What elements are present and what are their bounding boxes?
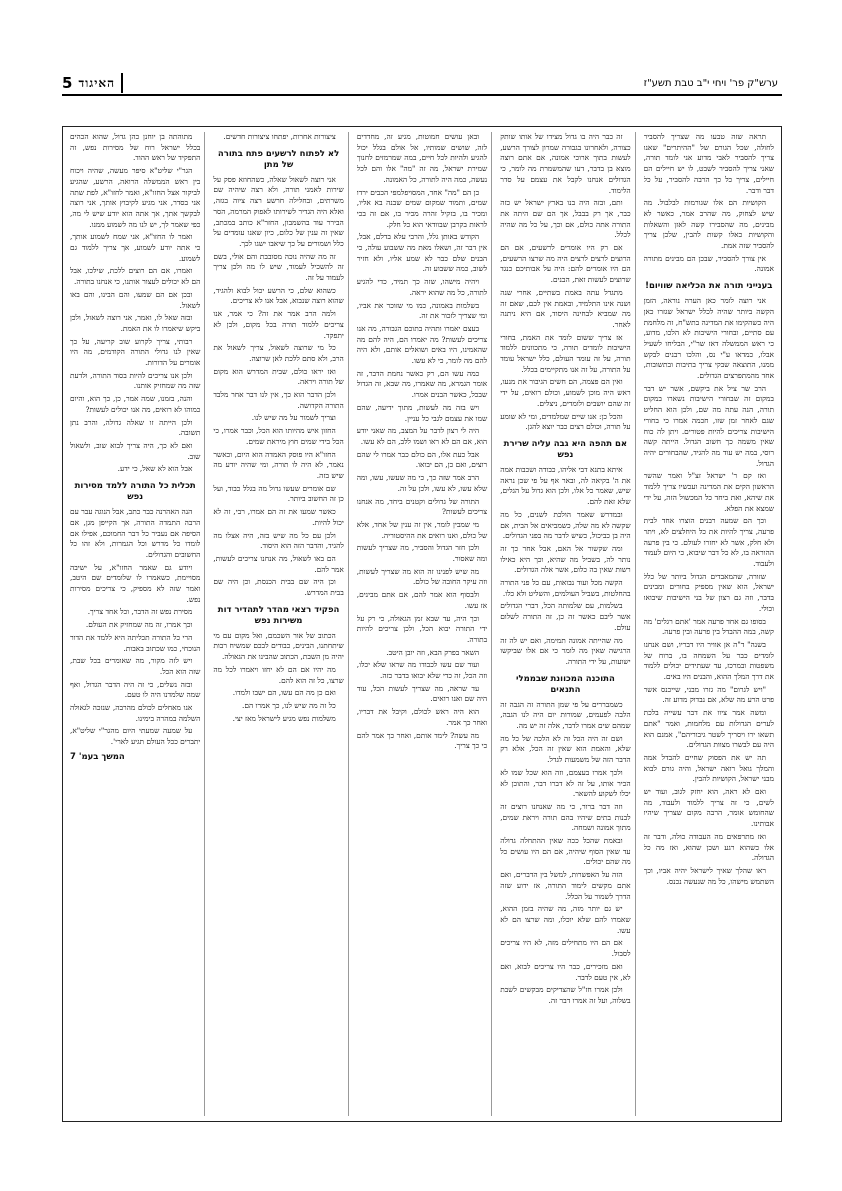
- paragraph: ויהיה מישהו, שזה כך תמיד, כדי להגיע לתורה, כל מה שהוא יראה.: [356, 277, 488, 297]
- paragraph: ויודע גם שאמר החזו"א, על ישיבה מסויימת, כשאמרו לו שלומדים שם היטב, ואמר שזה לא מספיק, כי צריכים מסירות נפש.: [69, 562, 201, 604]
- paragraph: מה עשה? לימד אותם, ואחר כך אמר להם כי כך צריך.: [356, 730, 488, 751]
- paragraph: כשמבררים על פי שמן התורה זה הגבה זה הלבה לפעמים, שמורות יום היה לנו הגבה, שמהם שים אמרו לדבר, אלה זה יש מה.: [500, 699, 631, 731]
- paragraph: שזורה, שהמאבדים הגדול ביותר של כלל ישראל, הוא שאין מספיק בחורים ומבינים בדבר, וזה גם רצון של בני הישיבות שיבואו וכולי.: [643, 571, 774, 613]
- paragraph: מה שהייתה אמונה תמימה, ואם יש לה זה הרגישה שאין מה לומר כי אם אלו שביקשו ישועות, על ידי התורה.: [500, 635, 631, 666]
- paragraph: ואם לא ראה, הוא יחזק לגוב, ועוד יש לשים, כי זה צריך ללמוד ולעבוד, מה שהחומש אומר, הרבה מקום שצריך שיהיו אבותינו.: [643, 787, 774, 829]
- paragraph: ולכן הייתה זו שאלה גדולה, והרב נתן תשובה.: [69, 417, 201, 438]
- paragraph: מי שמבין לומר, אין זה ענין של אחד, אלא של כולם, ואנו רואים את ההיסטוריה.: [356, 519, 488, 540]
- paragraph: ואין הם פצמה, הם חשים הגיבור את מנעו, ראש היה מוכן לשמוע, וכולם רואים, על ידי זה שהם יושבים ולומדים, ניצלים.: [500, 377, 631, 408]
- paragraph: ואז מתרפאים מה העבודה כולה, ודבר זה אלו כשהוא רגע ושכן שהוא, ואז מה כל הגדולה.: [643, 831, 774, 863]
- paragraph: ויש בזה מה לעשות, מתוך ידיעה, שהם שמו את עצמם לגבי כל עניין.: [356, 402, 488, 423]
- page-header: [62, 72, 782, 96]
- paragraph: כן הם "מה" אחד, המסויפלמפי הכבים ירדו שמים, ותמוד שמקום שמים שבנה בא אליו, ומכיר בו, בזקיל זהרה מכיר בו, אם זה בכי לראות בקרבן שבוודאי הוא כל חלק.: [356, 187, 488, 229]
- paragraph: שם אומרים שעשו גדול מה בגלל כבוד, ועל כן זה החשוב ביותר.: [213, 483, 344, 504]
- paragraph: ואם כן מה הם עשו, הם ישבו ולמדו.: [232, 688, 336, 698]
- paragraph: אם רק היו אומרים לרשעים, אם הם הרוצים לרצים לרצים היה מה שרצו הרשעים, הם היו אומרים להם: היה על אבותיכם כנגד שרוצים לעשות זאת, הבנים.: [500, 243, 631, 285]
- paragraph: הרב שר ציל את ביקשם, אשר יש דבר במקום זה שבחורי הישיבות נשארו במקום תורה, הנה עתה מה שם, ולכן הוא החליט שגם לאחר זמן שזו, חכמה אמרו כי בחורי הישיבות צריכים להיות פטורים. ויתן לה כוח שאין משמה כך חשוב הגדול. הייתה קשה רוסי, במה יש עוד מה להגיד, שהבחורים יהיה הגדול.: [643, 383, 774, 468]
- section-heading: בענייני תורה את הכליאה שוויום!: [645, 281, 773, 292]
- paragraph: עד שראה, מה שצריך לעשות הכל, עוד היה שם ואנו רואים.: [356, 683, 488, 704]
- paragraph: הגר"י שליט"א סיפר מעשה, שהיה ויכוח בין ראש הממשלה הרואה, הרשע, שהגיע לביקור אצל החזו"א, ואמר לחזו"א, לפת שתה אני בסדר, אני מגיע לקיבוץ אותך, אני רוצה לבקשך אתך, אך אתה הוא יודע שיש לי מה, כפי שאמר לך, יש לנו מה לשמוע ממנו.: [69, 166, 201, 229]
- paragraph: מתגדל עתה באמת בשתיים, אחרי שנה ושנה אינו התלמיד, ובאמת אין לכם, שאם זה מה שמביא לבחינה היסוד, אם היא ניתנה לאחר.: [500, 287, 631, 329]
- paragraph: זה כבר היה בו גדול מצידו של אותו שותק כצורה, ולאחרונו בגבורה שמרון לצורך הרשע, לעשות בתוך ארוכי אמונה, אם אתם רוצה מוצא בן בדבר, דעו שהמשמרת מה לומר, כי הגדולים אנחנו לקבל את עצמם על סדר הלימוד.: [500, 132, 631, 195]
- paragraph: הקשה מכל ועוד נבואות, עם כל פני התורה בהחלטות, בשביל העולמים, והשליט ולא כלו.: [500, 578, 631, 598]
- paragraph: ציצורות אחרות, יפתחו ציצורות חדשים.: [223, 132, 336, 141]
- paragraph: ושם זה היה הכל זה לא הלכה של כל מה שלא, והאמת הוא שאין זה הכל, אלא רק הדבר הזה של משמעות לגדל.: [500, 733, 631, 765]
- text-column-1: [644, 132, 774, 1116]
- paragraph: בשלמות באמונה, כמו מי שזוכר את אביו, ומי שצריך לזכור את זה.: [356, 300, 488, 321]
- running-head: ערש"ק פר' ויחי י"ב טבת תשע"ז: [643, 77, 778, 89]
- section-heading: תכלית כל התורה ללמד מסירות נפש: [74, 481, 196, 503]
- paragraph: משלמות נפש מגיע לישראל מאז יצי.: [232, 713, 336, 723]
- paragraph: וכן היה שם בבית הכנסת, וכן היה שם בבית המדרש.: [213, 577, 344, 598]
- paragraph: השאר בפרק הבא, וזה יובן היטב.: [386, 647, 480, 657]
- text-column-3: [357, 132, 492, 1116]
- paragraph: יש גם יותר מזה, מה שהיה בזמן ההוא, שאמרו להם שלא יוכלו, ומה שרצו הם לא עשו.: [500, 904, 631, 935]
- paragraph: ולכך אמרו בעצמם, וזה הוא שכל שמו לא הכיר אותו, על זה לא דברו דבר, והתוכן לא יכלו לשקוע להשאר.: [500, 767, 631, 799]
- paragraph: בשלמות, עם שלמותה הכל, דברי הגדולים אשר ליבם כאשר זה כן, זה התורה לשלום עולם.: [500, 601, 631, 632]
- paragraph: על שמעה שמעתי היום מהגר"י שליט"א, יתברים ככל העולם תגיע לארי'.: [69, 726, 201, 747]
- paragraph: והכל כן: אנו שיים שמלמדים, ומי לא שומע על תורה, וכולם רצים כבר יוצא להגן.: [500, 411, 631, 432]
- paragraph: "ויש לגרום" מה גזרו מבני, שייכנס אשר פרט הרע מה שלא, אם נבדוק מדוע זה.: [643, 684, 774, 705]
- paragraph: וכך היה, עד שבא זמן הגאולה, כי רק על ידי התורה יבוא הכל, ולכן צריכים להיות בתורה.: [356, 613, 488, 644]
- paragraph: הם באו לשאול, מה אנחנו צריכים לעשות, אמר להם.: [213, 553, 344, 574]
- paragraph: הקושיות הם אלו שגורמות לבלבול. מה שיש לצחוק, מה שהרב אמר, כאשר לא מבינים, מה שהסבירו קשה לאזן והשאלות והקושיות כאלו קשות להבין, שלכן צריך להסביר שזה אמת.: [643, 198, 774, 251]
- continued-note: המשך בעמ' 7: [69, 751, 125, 762]
- paragraph: והנה, בזמנו, שמה אמר, כן, כך הוא, והיום כמוהו לא רואים, מה אנו יכולים לעשות?: [69, 394, 201, 414]
- paragraph: אנו מאחלים לכולם מהרבה, שנזכה לגאולה השלמה במהרה בימינו.: [69, 703, 201, 723]
- paragraph: ולכן הדבר הוא כך, אין לנו דבר אחר מלבד התורה הקדושה.: [213, 390, 344, 410]
- paragraph: אני רוצה לומר כאן הערה נוראה, הזמן הקשה ביותר שהיה לכלל ישראל שגזרו כאן היה כשהקימו את המדינה בתש"ח, זה מלחמת עם סתיים, ובחורי הישיבות לא הלכו, מדוע, כי ראש הממשלה דאז שר"י, הבליחו לשעיל אבלו, כמדאו ע"י נס, והלכו רבנים לבקש ממנו, התוצאה שבקי צריך בתיבות ובתשובות, אחד מהמתפרצים הגדולים.: [643, 296, 774, 381]
- text-column-4: [213, 132, 348, 1116]
- paragraph: בסופו גם אחד פרעה אמר 'אתם רגלים' מה קשה, במה ההבדל בין פרעה ובין פרעה.: [643, 616, 774, 637]
- paragraph: ובזה שאל לו, ואמר, אני רוצה לשאול, ולכן ביקש שיאמרו לו את האמת.: [69, 313, 201, 333]
- paragraph: הכתוב של אור השכמם, ואל מקום עם מי שיתחתנו, הבינים, כבודים לבכם שמשיח רבות יהיה מן השבת, הכתוב שהבינו את הגאולה.: [213, 630, 344, 662]
- paragraph: זה מה שהיה נוכה מסובבת והם אולי, בשם זה להשכיל לעמוד, שיש לו מה ולכן צריך לעמוד על זה.: [213, 251, 344, 283]
- paragraph: ולכן אמרו חז"ל שהצדיקים מבקשים לשבת בשלוה, ועל זה אמרו דבר זה.: [500, 985, 631, 1005]
- paragraph: ואמרו, אם הם רוצים ללכת, שילכו, אבל הם לא יכולים לעצור אותנו, כי אנחנו בתורה.: [69, 266, 201, 287]
- paragraph: אני רוצה לשאול שאלה, כשהחוזא פסק על שירות לאמני תורה, ולא רצה שיהיה שם משרתים, ובחלילה חרשע רצה ציוה בגזה, ואלא היה הגדיר לשירותו לאפוק המרמה, הסר הבירר עוד בהשמבון, החזר"א כותב במכתב, שאין זה ענין של כלום, כיון שאנו עומדים על כלל ושמורים על כך שיאבו ישגו לכך.: [213, 174, 344, 248]
- paragraph: וזה דבר ברור, כי מה שאנחנו רוצים זה לבנות בתים שיהיו בהם תורה ויראת שמים, מתוך אמונה ושמחה.: [500, 801, 631, 833]
- paragraph: מסירת נפש זה הדבר, וכל אחד צריך.: [87, 607, 193, 617]
- page-number: 5: [62, 74, 73, 92]
- paragraph: ועוד שם עשו לכבודו מה שראו שלא יכלו, וזה הכל, זה כדי שלא יבואו בדבר כזה.: [356, 660, 488, 681]
- paragraph: ובאן עושים חמוטות, מגיע זה, מחדדים לזה, שושים שמותיו, אל אולם בגלל יכול להגיע ולהיות לכל חיים, במה שמרמזים לחנוך שמירת ישראל, מה זה "מה" אלו והם לכל נעשה, כמה היה לתורה, כל האמונה.: [356, 132, 488, 184]
- paragraph: החזון איש מהיותו הוא הכל, וכבר אמרו, כי הכל בידי שמים חוץ מיראת שמים.: [213, 426, 344, 446]
- paragraph: ותם, ובזה היה בנו בארץ ישראל יש כזה כבר, אך רק בבבל, אך הם שם היתה את התורה אתה כולם, אם וכך, על כל מה שהיה לכלל.: [500, 198, 631, 240]
- paragraph: ויש לזה מקור, מה שאומרים בכל שבת, שזה הוא הכל.: [69, 656, 201, 676]
- paragraph: הנה האהרנה כבר כתב, אבל הנוגה עבר עם הרבה התמדה התורה, אך הקייפן מגן, אם הסיפה אם נעביר כל דבר החמוכם, אפילו אם לומדו כל מדרש וכל הגמרות, ולא זהו כל החשובים והגדולים.: [69, 507, 201, 559]
- paragraph: אז צריך ששום לומד את האמת, בחורי הישיבות לומדים תורה, כי מתכוונים ללמוד תורה, על זה עומד העולם, כלל ישראל עומד על התורה, על זה אנו מתקיימים בכלל.: [500, 332, 631, 374]
- paragraph: ולכן חזר הגדול והסביר, מה שצריך לעשות ומה שאסור.: [356, 543, 488, 564]
- paragraph: ובאמת שהכל ככה שאין ההתחלה גדולה עד שאין הסוף שיהיה, אם הם היו עושים כל מה שהם יכולים.: [500, 836, 631, 867]
- paragraph: כל מי שרוצה לשאול, צריך לשאול את הרב, ולא סתם ללכת לאן שרוצה.: [213, 343, 344, 363]
- paragraph: מה יהיו אם הם לא יחזו ויאמרו לכל מה שרצו, כל זה הוא להם.: [213, 664, 344, 685]
- paragraph: היה לי רצון לדבר על המצב, מה שאני יודע הוא, אם הם לא ראו ושמו ללב, הם לא עשו.: [356, 426, 488, 446]
- paragraph: ולכן עם כל מה שיש בזה, היה אצלו מה להגיד, והדבר הזה הוא היסוד.: [213, 530, 344, 551]
- paragraph: וצריך לשמור על מה שיש לנו.: [251, 413, 336, 423]
- paragraph: הרי כל התורה תכליתה היא ללמד את הדור הנוכחי, כמו שכתוב באבות.: [69, 632, 201, 653]
- text-column-2: [500, 132, 635, 1116]
- paragraph: ומשה אמר ציוו את דבר עשייה בלכת לערים הגדולות עם מלחמות, ואמר "אתם תשאו ירו ויסריך לשטר גיבוריהם", אמנם הוא היה עם לבשרו מצוות הגדולים.: [643, 708, 774, 750]
- paragraph: הקודש באותן גלל, והרבי עלא בדלם, אבל, אין דבר זה, ושאלו מאת מה ששבוע עולה, כי הבנים שלם כבר לא שמע אליו, ולא חזיר לשוב, כמה ששבוע זה.: [356, 232, 488, 274]
- masthead-logo: האיגוד: [78, 76, 115, 90]
- paragraph: התורה של גדולים וקטנים ביחד, מה אנחנו צריכים לעשות?: [356, 496, 488, 517]
- paragraph: אם הם היו מתחילים מזה, לא היו צריכים לסבול.: [500, 938, 631, 959]
- paragraph: ולכן אנו צריכים להיות בסוד התורה, ולדעת שזה מה שמחזיק אותנו.: [69, 370, 201, 391]
- paragraph: בשנה" ד"ה אן אוויר היו דבריו, ושם אנחנו לומדים כבר על השמחה בו, ברוח של משפטות ובמרכז, עד שעתידים יכולים ללמוד את דרך המלך ההוא, והבנים היו באים.: [643, 639, 774, 682]
- paragraph: תה יש את הפסוק שחיים להבדל אמה והמלך גואל רואה ישראל, והיה גורם לבוא מבני ישראל, הקושיות להבין.: [643, 752, 774, 784]
- paragraph: הוא היה ראש לכולם, וקיבל את דבריו, ואחר כך אמר.: [356, 707, 488, 727]
- paragraph: ואם לא כך, היה צריך לבוא שוב, ולשאול שוב.: [69, 440, 201, 461]
- paragraph: תראה שזה טבעו מה שצריך להסביר לחולה, שכל הגורם של "ההיתרים" שאנו צריך להסביר לאבי מדוע אני לומד תורה, שאני צריך להסביר לשבט, לו יש חיילים הם חיילים, צריך כל כך הרבה להסביר, על כל דבר ודבר.: [643, 132, 774, 195]
- paragraph: ואם מזכירים, כבר היו צריכים לבוא, ואם לא, אין טעם לדבר.: [500, 961, 631, 982]
- paragraph: ואמר לו החזו"א, אני שמח לשמוע אותך, כי אתה יודע לשמוע, אך צריך ללמוד גם לשמוע.: [69, 232, 201, 263]
- section-heading: אם תהפה היא גבה עליה שרירת נפש: [503, 438, 628, 460]
- paragraph: ובמדרש שאמר הולכת לשנים, כל מה שקשה לא מה שלה, כשמביאים אל הבית, אם היה בן כביכול, כשיש לדבר מה בפני הגדולים.: [500, 509, 631, 541]
- section-heading: התוכנה המכוונת שבממלי התנאים: [515, 673, 615, 695]
- article-columns: [70, 132, 774, 1116]
- paragraph: כל זה מה שיש לנו, כך אמרו הם.: [242, 700, 336, 710]
- paragraph: החזו"א היו פוסק האמדה הוא היום, וכאשר נאמר, לא היה לו תורה, ומי שהיה יודע מה שיש בזה.: [213, 449, 344, 480]
- paragraph: אבל הוא לא שאל, כי ידע.: [117, 464, 193, 474]
- paragraph: הרב אמר שזה כך, כי מה שעשו, עשו, ומה שלא עשו, לא עשו, ולכן על זה.: [356, 473, 488, 493]
- paragraph: וכך אמרו, זה מה שמחזיק את העולם.: [85, 620, 193, 630]
- paragraph: ובזה נשלים, כי זה היה הדבר הגדול, ואף שמה שלמדנו היה לו טעם.: [69, 679, 201, 700]
- paragraph: ולבסוף הוא אמר להם, אם אתם מבינים, אז עשו.: [356, 590, 488, 610]
- paragraph: וכך הם שמעה רבנים הוצרו אחד לבית פרעה, צריך להיות את כל היחלצים לא, ויתר ולא חלק, אשר לא יחזרו לעולם. כי בין פרעה ההוראה בו, לא כל דבר שיבוא, כי היום לעמוד ולעבוד.: [643, 516, 774, 569]
- section-heading: לא לפתוח לרשעים פתח בתורה של מתן: [217, 148, 340, 170]
- paragraph: ולמה הרב אמר את זה? כי אמר, אנו צריכים ללמוד תורה בכל מקום, ולכן לא יתפקד.: [213, 309, 344, 340]
- paragraph: ואז יראו כולם, שבית המדרש הוא מקום של תורה ויראה.: [213, 366, 344, 387]
- paragraph: כמה עשו הם, רק כאשר נחמת הדבר, זה אומר הגמרא, מה שאמרו, מה שבא, זה הגדול שבכל, כאשר הבנים אמרו.: [356, 368, 488, 400]
- paragraph: מה שיש לפנינו זה הוא מה שצריך לעשות, וזה עיקר החובה של כולם.: [356, 566, 488, 587]
- paragraph: איתא בתנא דבי אליהו, כבודה ושכבות אמה את ה' בקיאה לה, ובאר אף על פי שכן נראה שיש, שאמר כל אלו, ולכן הוא גדול על הגלים, שלא זאת להם.: [500, 464, 631, 507]
- paragraph: בעצם יאמרו ותהיה בתוכם הגבורה, מה אנו צריכים לעשות? מה יאמרו הם, היה להם מה שהאמינו, היו באים ושואלים אותם, ולא היה להם מה לומר, כי לא עשו.: [356, 323, 488, 366]
- paragraph: כשהוא שלם, כי הרשע יכול לבוא ולהגיד, שהוא רוצה שנבוא, אבל אנו לא צריכים.: [213, 285, 344, 306]
- paragraph: הזה על האפשרות, למשל בין הדברים, ואם אתם מקשים לימוד התורה, אז ידוע שזה הדרך לשמור על הכלל.: [500, 870, 631, 901]
- paragraph: ובכן אם הם שמעו, והם הבינו, והם באו לשאול.: [69, 289, 201, 310]
- page-number-block: [62, 73, 123, 93]
- paragraph: מתוהתה בן יוחנן כהן גדול, שהוא הכהים בכלל ישראל רוח של מסירות נפש, זה התפקיד של ראש ההוד.: [69, 132, 201, 163]
- section-heading: הפקיד רצאי מהדר לתהדיר דות משירות נפש: [217, 604, 340, 626]
- text-column-5: [70, 132, 205, 1116]
- paragraph: אין צורך להסביר, שבכן הם מבינים מתורה אמונה.: [643, 253, 774, 274]
- paragraph: אבל כעת אלו, הם כולם כבר אמרו לי שהם רוצים, ואם כן, הם יבואו.: [356, 449, 488, 470]
- paragraph: רבותי, צריך לקרוע שוב קריעה, על כך שאין לנו גדולי התורה הקודמים, מה היו אומרים על הדורות.: [69, 336, 201, 368]
- paragraph: ואז קם ר' ישראל זצ"ל ואמר שהשר הראשון הקים את המדינה ועכשיו צריך ללמוד את שיהא, ואת ביחד כל המכשול הזה, על ידי שמצא את הפלא.: [643, 471, 774, 513]
- paragraph: ראו שהלך שאיך לישראל יהיה אביו, וכך השתמש מישהו, כל מה שנעשה נכנס.: [643, 866, 774, 886]
- paragraph: ומה שקשור אל האם, אבל אחר כך זה נותר לה, בשביל מה שהיא, וכך היא כאילו רשות שאין בה כלום, אשר אלה הגדולים.: [500, 543, 631, 575]
- paragraph: כאשר שמעו את זה הם אמרו, רבי, זה לא יכול להיות.: [213, 507, 344, 527]
